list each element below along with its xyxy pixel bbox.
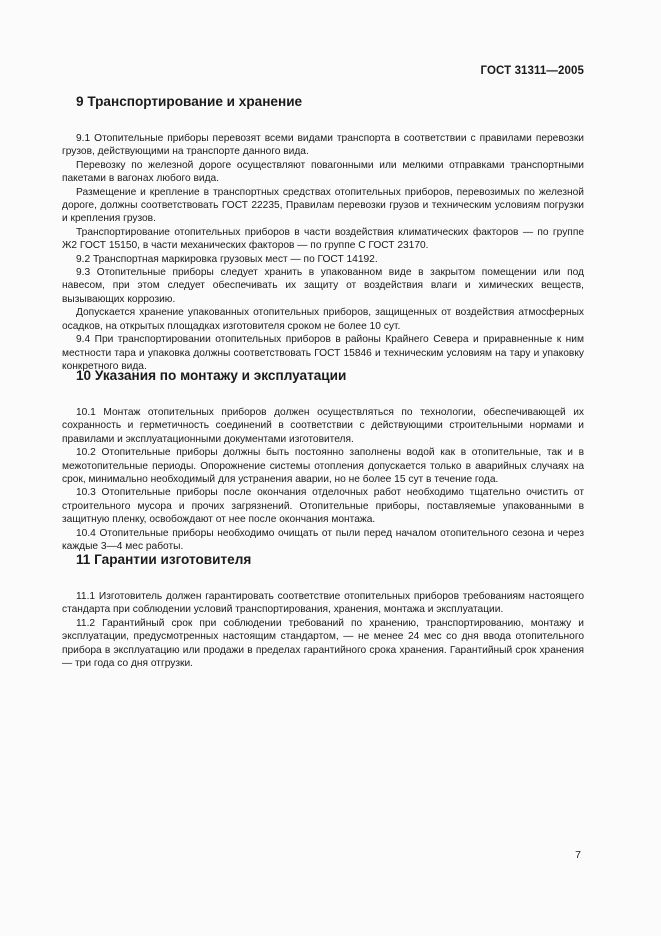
section-11 — [62, 552, 584, 670]
section-title: 11 Гарантии изготовителя — [76, 552, 252, 567]
section-body — [62, 590, 584, 670]
page-number: 7 — [575, 849, 581, 861]
document-code: ГОСТ 31311—2005 — [480, 65, 584, 77]
paragraph: 9.1 Отопительные приборы перевозят всеми видами транспорта в соответствии с правилами перевозки грузов, действующими на транспорте данного вида. — [62, 133, 584, 158]
paragraph: 9.4 При транспортировании отопительных приборов в районы Крайнего Севера и приравненные к ним местности тара и упаковка должны соответствовать ГОСТ 15846 и техническим условиям на тару и упаковку конкретного вида. — [62, 334, 584, 372]
paragraph: 9.3 Отопительные приборы следует хранить в упакованном виде в закрытом помещении или под навесом, при этом следует обеспечивать их защиту от воздействия влаги и химических веществ, вызывающих коррозию. — [62, 267, 584, 305]
section-title: 10 Указания по монтажу и эксплуатации — [76, 368, 347, 383]
paragraph: Перевозку по железной дороге осуществляют повагонными или мелкими отправками транспортными пакетами в вагонах любого вида. — [62, 159, 584, 185]
paragraph: 10.3 Отопительные приборы после окончания отделочных работ необходимо тщательно очистить от строительного мусора и прочих загрязнений. Отопительные приборы, поставляемые упакованными в защитную пленку, освобождают от нее после окончания монтажа. — [62, 487, 584, 526]
paragraph: Допускается хранение упакованных отопительных приборов, защищенных от воздействия атмосферных осадков, на открытых площадках изготовителя сроком не более 10 сут. — [62, 307, 584, 332]
paragraph: 10.1 Монтаж отопительных приборов должен осуществляться по технологии, обеспечивающей их сохранность и герметичность соединений в соответствии с действующими строительными нормами и правилами и эксплуатационными документами изготовителя. — [62, 407, 584, 445]
section-body — [62, 406, 584, 553]
paragraph: 11.2 Гарантийный срок при соблюдении требований по хранению, транспортированию, монтажу и эксплуатации, предусмотренных настоящим стандартом, — не менее 24 мес со дня ввода отопительного прибора в эксплуатацию или продажи в пределах гарантийного срока хранения. Гарантийный срок хранения — три года со дня отгрузки. — [62, 617, 584, 670]
paragraph: Транспортирование отопительных приборов в части воздействия климатических факторов — по группе Ж2 ГОСТ 15150, в части механических факторов — по группе С ГОСТ 23170. — [62, 226, 584, 252]
paragraph: 11.1 Изготовитель должен гарантировать соответствие отопительных приборов требованиям настоящего стандарта при соблюдении условий транспортирования, хранения, монтажа и эксплуатации. — [62, 591, 584, 616]
section-9 — [62, 94, 584, 373]
paragraph: Размещение и крепление в транспортных средствах отопительных приборов, перевозимых по железной дороге, должны соответствовать ГОСТ 22235, Правилам перевозки грузов и техническим условиям погрузки и крепления грузов. — [62, 186, 584, 225]
section-body — [62, 132, 584, 373]
paragraph: 9.2 Транспортная маркировка грузовых мест — по ГОСТ 14192. — [76, 253, 378, 265]
paragraph: 10.4 Отопительные приборы необходимо очищать от пыли перед началом отопительного сезона и через каждые 3—4 мес работы. — [62, 527, 584, 553]
section-title: 9 Транспортирование и хранение — [76, 94, 303, 109]
section-10 — [62, 368, 584, 553]
paragraph: 10.2 Отопительные приборы должны быть постоянно заполнены водой как в отопительные, так и в межотопительные периоды. Опорожнение системы отопления допускается только в аварийных случаях на срок, минимально необходимый для устранения аварии, но не более 15 сут в течение года. — [62, 447, 584, 486]
